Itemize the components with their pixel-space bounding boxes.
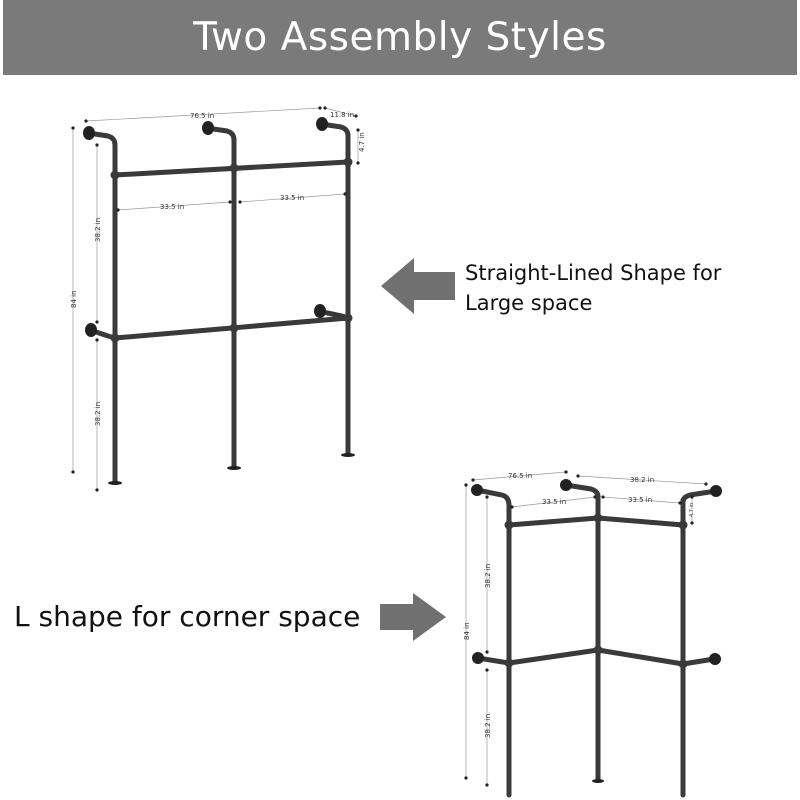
straight-width-label: 76.5 in bbox=[190, 112, 215, 120]
l-shape-span-a-label: 33.5 in bbox=[542, 498, 567, 506]
straight-rack-diagram bbox=[88, 124, 352, 482]
l-shape-upper-label: 38.2 in bbox=[484, 563, 492, 588]
l-shape-caption: L shape for corner space bbox=[14, 600, 361, 633]
l-shape-lower-label: 38.2 in bbox=[484, 713, 492, 738]
banner-title: Two Assembly Styles bbox=[193, 15, 607, 60]
l-shape-width-b-label: 38.2 in bbox=[630, 476, 655, 484]
l-shape-width-a-label: 76.5 in bbox=[508, 472, 533, 480]
straight-depth-label: 11.8 in bbox=[330, 111, 355, 119]
arrow-left-icon bbox=[381, 258, 455, 314]
straight-height-label: 84 in bbox=[70, 290, 78, 308]
straight-lower-label: 38.2 in bbox=[94, 401, 102, 426]
straight-upper-label: 38.2 in bbox=[94, 217, 102, 242]
l-shape-offset-label: 4.7 in bbox=[689, 502, 695, 517]
straight-span-left-label: 33.5 in bbox=[160, 203, 185, 211]
straight-span-right-label: 33.5 in bbox=[280, 194, 305, 202]
straight-offset-label: 4.7 in bbox=[358, 132, 366, 152]
arrow-right-icon bbox=[380, 593, 446, 641]
straight-caption-line1: Straight-Lined Shape for bbox=[465, 261, 722, 285]
straight-caption-line2: Large space bbox=[465, 291, 593, 315]
l-shape-height-label: 84 in bbox=[463, 622, 471, 640]
l-shape-span-b-label: 33.5 in bbox=[628, 496, 653, 504]
l-shape-rack-diagram bbox=[477, 485, 716, 795]
straight-caption bbox=[465, 258, 785, 318]
